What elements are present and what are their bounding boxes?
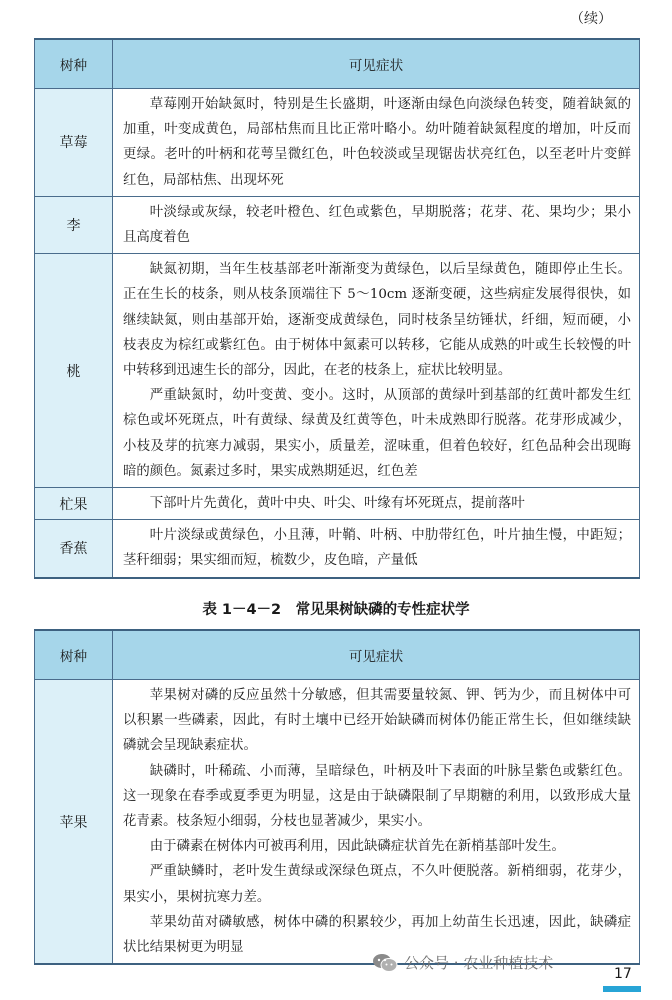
header-symptoms: 可见症状 — [113, 630, 640, 680]
continued-label: （续） — [570, 11, 612, 27]
wechat-watermark — [372, 952, 553, 973]
symptom-cell — [113, 680, 640, 965]
header-species: 树种 — [35, 630, 113, 680]
symptom-paragraph: 严重缺氮时，幼叶变黄、变小。这时，从顶部的黄绿叶到基部的红黄叶都发生红棕色或坏死斑点，叶有黄绿、绿黄及红黄等色，叶未成熟即行脱落。花芽形成减少，小枝及芽的抗寒力减弱，果实小，质量差，涩味重，但着色较好，红色品种会出现晦暗的颜色。氮素过多时，果实成熟期延迟，红色差 — [123, 388, 631, 479]
species-cell: 桃 — [35, 254, 113, 488]
table-row — [35, 488, 640, 520]
species-cell: 杧果 — [35, 488, 113, 520]
symptom-cell — [113, 520, 640, 578]
nitrogen-deficiency-table — [34, 38, 640, 579]
species-cell: 香蕉 — [35, 520, 113, 578]
symptom-paragraph: 叶淡绿或灰绿，较老叶橙色、红色或紫色，早期脱落；花芽、花、果均少；果小且高度着色 — [123, 204, 631, 246]
symptom-paragraph: 缺磷时，叶稀疏、小而薄，呈暗绿色，叶柄及叶下表面的叶脉呈紫色或紫红色。这一现象在春季或夏季更为明显，这是由于缺磷限制了早期糖的利用，以致形成大量花青素。枝条短小细弱，分枝也显著减少，果实小。 — [123, 763, 631, 830]
symptom-cell — [113, 89, 640, 197]
table-row — [35, 680, 640, 965]
symptom-paragraph: 由于磷素在树体内可被再利用，因此缺磷症状首先在新梢基部叶发生。 — [149, 839, 565, 855]
phosphorus-deficiency-table — [34, 629, 640, 965]
page-number-bar — [603, 986, 641, 992]
symptom-cell — [113, 254, 640, 488]
table-caption: 表 1－4－2 常见果树缺磷的专性症状学 — [202, 602, 470, 618]
symptom-cell — [113, 488, 640, 520]
table-row — [35, 89, 640, 197]
table-header-row — [35, 39, 640, 89]
table-header-row — [35, 630, 640, 680]
watermark-text: 公众号 · 农业种植技术 — [404, 954, 554, 972]
symptom-paragraph: 严重缺鳞时，老叶发生黄绿或深绿色斑点，不久叶便脱落。新梢细弱，花芽少，果实小，果树抗寒力差。 — [123, 864, 631, 905]
symptom-paragraph: 苹果幼苗对磷敏感，树体中磷的积累较少，再加上幼苗生长迅速，因此，缺磷症状比结果树更为明显 — [123, 914, 631, 956]
species-cell: 李 — [35, 196, 113, 253]
symptom-paragraph: 苹果树对磷的反应虽然十分敏感，但其需要量较氮、钾、钙为少，而且树体中可以积累一些磷素，因此，有时土壤中已经开始缺磷而树体仍能正常生长，但如继续缺磷就会呈现缺素症状。 — [123, 688, 631, 754]
symptom-paragraph: 叶片淡绿或黄绿色，小且薄，叶鞘、叶柄、中肋带红色，叶片抽生慢，中距短；茎秆细弱；果实细而短，梳数少，皮色暗，产量低 — [123, 528, 631, 569]
wechat-icon — [372, 953, 398, 973]
symptom-paragraph: 草莓刚开始缺氮时，特别是生长盛期，叶逐渐由绿色向淡绿色转变，随着缺氮的加重，叶变成黄色，局部枯焦而且比正常叶略小。幼叶随着缺氮程度的增加，叶反而更绿。老叶的叶柄和花萼呈微红色，叶色较淡或呈现锯齿状亮红色，以至老叶片变鲜红色，局部枯焦、出现坏死 — [123, 97, 631, 188]
table-row — [35, 254, 640, 488]
table-row — [35, 520, 640, 578]
header-species: 树种 — [35, 39, 113, 89]
table-row — [35, 196, 640, 253]
header-symptoms: 可见症状 — [113, 39, 640, 89]
symptom-cell — [113, 196, 640, 253]
page-number: 17 — [614, 966, 632, 982]
species-cell: 苹果 — [35, 680, 113, 965]
symptom-paragraph: 下部叶片先黄化，黄叶中央、叶尖、叶缘有坏死斑点，提前落叶 — [149, 496, 525, 512]
species-cell: 草莓 — [35, 89, 113, 197]
symptom-paragraph: 缺氮初期，当年生枝基部老叶渐渐变为黄绿色，以后呈绿黄色，随即停止生长。正在生长的枝条，则从枝条顶端往下 5～10cm 逐渐变硬，这些病症发展得很快，如继续缺氮，则由基部开始，逐渐变成黄绿色，同时枝条呈纺锤状，纤细，短而硬，小枝表皮为棕红或紫红色。由于树体中氮素可以转移，它能从成熟的叶或生长较慢的叶中转移到迅速生长的部分，因此，在老的枝条上，症状比较明显。 — [123, 262, 631, 379]
